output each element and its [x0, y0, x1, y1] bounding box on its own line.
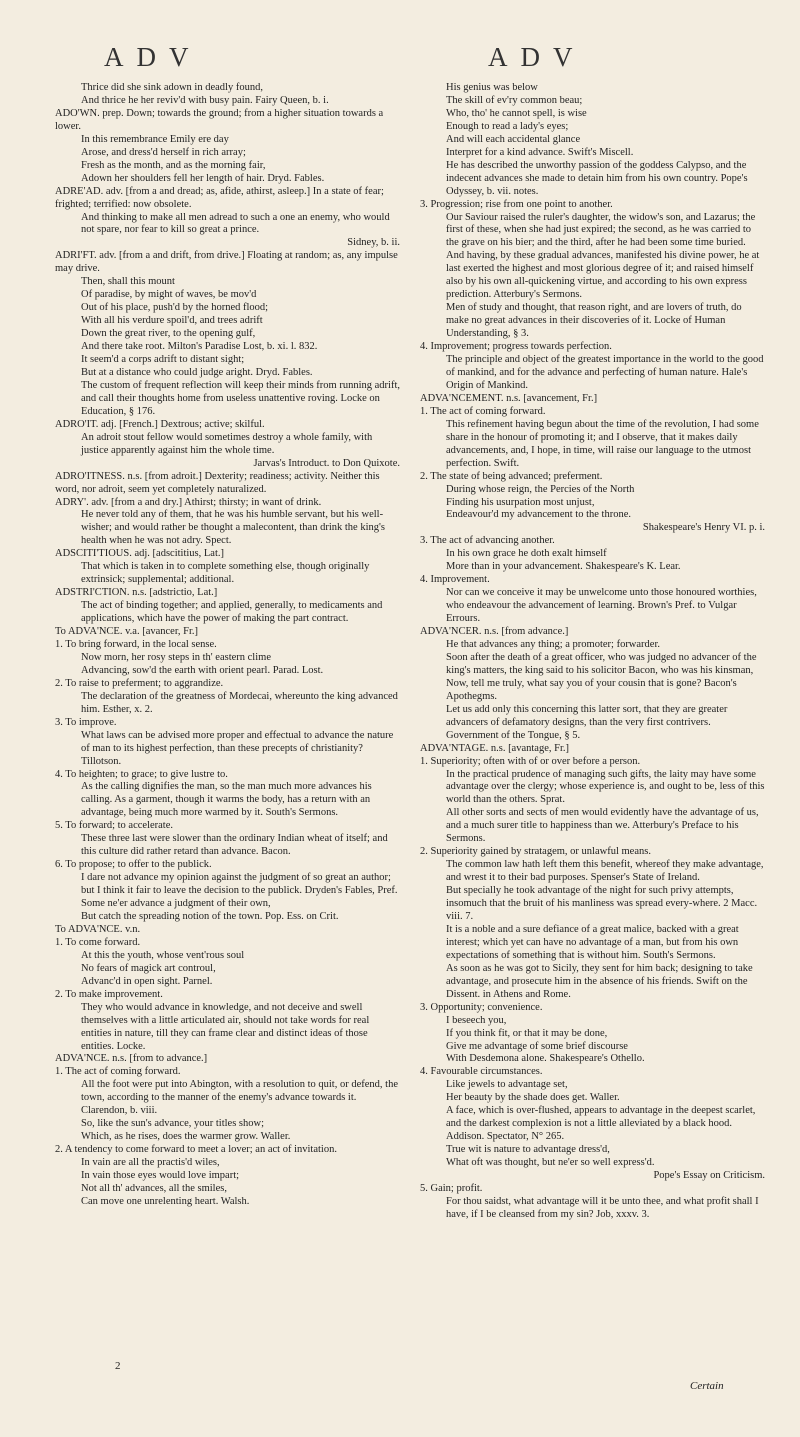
quotation: Then, shall this mount [81, 276, 175, 288]
quotation: I dare not advance my opinion against the judgment of so great an author; but I think it fair to leave the decision to the publick. Dryden's Fables, Pref. [81, 872, 398, 897]
quotation: Thrice did she sink adown in deadly found, [81, 82, 263, 93]
quotation: The common law hath left them this benefit, whereof they make advantage, and wrest it to their bad purposes. Spenser's State of Ireland. [446, 859, 764, 884]
dictionary-entry: 3. Opportunity; convenience. [420, 1001, 543, 1013]
dictionary-entry: 1. The act of coming forward. [55, 1066, 181, 1078]
quotation: And there take root. Milton's Paradise Lost, b. xi. l. 832. [81, 341, 318, 353]
quotation: In the practical prudence of managing such gifts, the laity may have some advantage over the clergy; whose experience is, and ought to be, less of this world than the others. Sprat. [446, 768, 765, 806]
quotation: In his own grace he doth exalt himself [446, 548, 607, 560]
dictionary-entry: 6. To propose; to offer to the publick. [55, 859, 212, 871]
quotation: He has described the unworthy passion of the goddess Calypso, and the indecent advances she made to detain him from his own country. Pope's Odyssey, b. vii. notes. [446, 159, 748, 197]
quotation: A face, which is over-flushed, appears to advantage in the deepest scarlet, and the darkest complexion is not a little alleviated by a black hood. Addison. Spectator, N° 265. [446, 1105, 756, 1143]
dictionary-entry: ADRE'AD. adv. [from a and dread; as, afide, athirst, asleep.] In a state of fear; frighted; terrified: now obsolete. [55, 185, 384, 210]
dictionary-entry: 2. A tendency to come forward to meet a lover; an act of invitation. [55, 1144, 337, 1156]
quotation: The principle and object of the greatest importance in the world to the good of mankind, and for the advance and perfecting of human nature. Hale's Origin of Mankind. [446, 354, 764, 391]
dictionary-entry: 3. The act of advancing another. [420, 535, 555, 547]
quotation: I beseech you, [446, 1014, 507, 1026]
dictionary-entry: 1. Superiority; often with of or over before a person. [420, 755, 641, 767]
quotation: Not all th' advances, all the smiles, [81, 1183, 227, 1195]
quotation: In vain are all the practis'd wiles, [81, 1157, 220, 1169]
dictionary-entry: ADVA'NCE. n.s. [from to advance.] [55, 1053, 208, 1065]
quotation: Soon after the death of a great officer, who was judged no advancer of the king's matters, the king said to his solicitor Bacon, who was his kinsman, Now, tell me truly, what say you of your cousin that is gone? Bacon's Apothegms. [446, 651, 757, 702]
quotation: Adown her shoulders fell her length of hair. Dryd. Fables. [81, 172, 325, 184]
signature-mark: 2 [115, 1360, 121, 1372]
quotation: Endeavour'd my advancement to the throne. [446, 509, 631, 521]
left-column [55, 82, 400, 1209]
quotation: Advanc'd in open sight. Parnel. [81, 975, 213, 987]
quotation: If you think fit, or that it may be done, [446, 1027, 608, 1039]
quotation: The custom of frequent reflection will keep their minds from running adrift, and call their thoughts home from useless unattentive roving. Locke on Education, § 176. [81, 379, 400, 417]
dictionary-entry: 1. The act of coming forward. [420, 405, 546, 417]
quotation: In vain those eyes would love impart; [81, 1170, 240, 1182]
quotation: For thou saidst, what advantage will it be unto thee, and what profit shall I have, if I be cleansed from my sin? Job, xxxv. 3. [446, 1195, 759, 1220]
quotation: All other sorts and sects of men would evidently have the advantage of us, and a much surer title to happiness than we. Atterbury's Preface to his Sermons. [446, 807, 759, 845]
quotation: More than in your advancement. Shakespeare's K. Lear. [446, 561, 681, 573]
quotation: Our Saviour raised the ruler's daughter, the widow's son, and Lazarus; the first of these, when she had just expired; the second, as he was carried to the grave on his bier; and the third, after he had been some time buried. And having, by these gradual advances, manifested his divine power, he at last exerted the highest and most glorious degree of it; and raised himself also by his own all-quickening virtue, and according to his own express prediction. Atterbury's Sermons. [446, 211, 760, 301]
quotation: No fears of magick art controul, [81, 962, 216, 974]
quotation: The declaration of the greatness of Mordecai, whereunto the king advanced him. Esther, x. 2. [81, 690, 398, 715]
dictionary-entry: ADVA'NCER. n.s. [from advance.] [420, 626, 569, 638]
dictionary-entry: 2. The state of being advanced; preferment. [420, 470, 603, 482]
quotation: Give me advantage of some brief discourse [446, 1040, 628, 1052]
quotation: These three last were slower than the ordinary Indian wheat of itself; and this culture did rather retard than advance. Bacon. [81, 833, 388, 858]
dictionary-entry: 1. To come forward. [55, 936, 141, 948]
dictionary-entry: 4. Improvement; progress towards perfection. [420, 341, 612, 353]
quotation: At this the youth, whose vent'rous soul [81, 949, 245, 961]
quotation: With all his verdure spoil'd, and trees adrift [81, 315, 263, 327]
quotation: The skill of ev'ry common beau; [446, 94, 583, 106]
quotation: As soon as he was got to Sicily, they sent for him back; designing to take advantage, and prosecute him in the absence of his friends. Swift on the Dissent. in Athens and Rome. [446, 962, 753, 1000]
dictionary-entry: 4. To heighten; to grace; to give lustre to. [55, 768, 228, 780]
quotation: But specially he took advantage of the night for such privy attempts, insomuch that the bruit of his manliness was spread every-where. 2 Macc. viii. 7. [446, 885, 758, 922]
quotation: Like jewels to advantage set, [446, 1079, 568, 1091]
dictionary-entry: ADRY'. adv. [from a and dry.] Athirst; thirsty; in want of drink. [55, 496, 322, 508]
dictionary-entry: ADSCITI'TIOUS. adj. [adscititius, Lat.] [55, 548, 224, 560]
quotation: Fresh as the month, and as the morning fair, [81, 159, 266, 171]
running-head-right: ADV [488, 42, 586, 72]
dictionary-entry: To ADVA'NCE. v.a. [avancer, Fr.] [55, 626, 199, 638]
quotation: Men of study and thought, that reason right, and are lovers of truth, do make no great advances in their discoveries of it. Locke of Human Understanding, § 3. [446, 302, 742, 340]
quotation: But catch the spreading notion of the town. Pop. Ess. on Crit. [81, 911, 339, 922]
dictionary-entry: 2. To make improvement. [55, 988, 163, 1000]
quotation: With Desdemona alone. Shakespeare's Othello. [446, 1053, 645, 1065]
dictionary-entry: ADSTRI'CTION. n.s. [adstrictio, Lat.] [55, 587, 218, 599]
quotation: What laws can be advised more proper and effectual to advance the nature of man to its highest perfection, than these precepts of christianity? Tillotson. [81, 729, 394, 767]
quotation: Which, as he rises, does the warmer grow. Waller. [81, 1131, 291, 1143]
citation: Sidney, b. ii. [347, 237, 400, 249]
quotation: Now morn, her rosy steps in th' eastern clime [81, 651, 271, 663]
quotation: The act of binding together; and applied, generally, to medicaments and applications, which have the power of making the part contract. [81, 600, 383, 625]
quotation: An adroit stout fellow would sometimes destroy a whole family, with justice apparently against him the whole time. [81, 431, 373, 456]
quotation: Her beauty by the shade does get. Waller. [446, 1092, 620, 1104]
catchword: Certain [690, 1380, 724, 1392]
quotation: So, like the sun's advance, your titles show; [81, 1118, 264, 1130]
dictionary-entry: To ADVA'NCE. v.n. [55, 923, 141, 935]
dictionary-entry: 4. Improvement. [420, 574, 490, 586]
dictionary-entry: ADO'WN. prep. Down; towards the ground; from a higher situation towards a lower. [55, 107, 384, 132]
dictionary-entry: 3. Progression; rise from one point to another. [420, 198, 613, 210]
quotation: Arose, and dress'd herself in rich array; [81, 146, 246, 158]
quotation: Interpret for a kind advance. Swift's Miscell. [446, 146, 634, 158]
quotation: It is a noble and a sure defiance of a great malice, backed with a great interest; which yet can have no advantage of a man, but from his own expectations of something that is without him. South's Sermons. [446, 923, 739, 961]
dictionary-entry: ADRO'IT. adj. [French.] Dextrous; active; skilful. [55, 418, 265, 430]
quotation: He never told any of them, that he was his humble servant, but his well-wisher; and would rather be thought a malecontent, than drink the king's health when he was not adry. Spect. [81, 509, 385, 547]
quotation: That which is taken in to complete something else, though originally extrinsick; supplemental; additional. [81, 561, 370, 586]
quotation: But at a distance who could judge aright. Dryd. Fables. [81, 366, 313, 378]
quotation: Can move one unrelenting heart. Walsh. [81, 1195, 250, 1207]
quotation: His genius was below [446, 82, 538, 93]
quotation: Let us add only this concerning this latter sort, that they are greater advancers of defamatory designs, than the very first contrivers. Government of the Tongue, § 5. [446, 703, 728, 741]
quotation: Who, tho' he cannot spell, is wise [446, 107, 587, 119]
quotation: In this remembrance Emily ere day [81, 133, 229, 145]
dictionary-entry: 5. To forward; to accelerate. [55, 820, 174, 832]
quotation: And will each accidental glance [446, 133, 581, 145]
dictionary-entry: 1. To bring forward, in the local sense. [55, 638, 217, 650]
quotation: During whose reign, the Percies of the North [446, 483, 635, 495]
quotation: Advancing, sow'd the earth with orient pearl. Parad. Lost. [81, 664, 324, 676]
dictionary-entry: ADVA'NCEMENT. n.s. [avancement, Fr.] [420, 392, 598, 404]
quotation: What oft was thought, but ne'er so well express'd. [446, 1157, 655, 1169]
quotation: True wit is nature to advantage dress'd, [446, 1144, 610, 1156]
running-head-left: ADV [104, 42, 202, 72]
dictionary-entry: 3. To improve. [55, 716, 117, 728]
quotation: They who would advance in knowledge, and not deceive and swell themselves with a little articulated air, should not take words for real entities in nature, till they can frame clear and distinct ideas of those entities. Locke. [81, 1001, 370, 1052]
quotation: Out of his place, push'd by the horned flood; [81, 302, 269, 314]
quotation: Finding his usurpation most unjust, [446, 496, 595, 508]
citation: Shakespeare's Henry VI. p. i. [642, 522, 765, 534]
dictionary-entry: 5. Gain; profit. [420, 1183, 483, 1195]
quotation: Down the great river, to the opening gulf, [81, 328, 256, 340]
quotation: This refinement having begun about the time of the revolution, I had some share in the honour of promoting it; and I observe, that it makes daily advancements, and, I hope, in time, will raise our language to the utmost perfection. Swift. [446, 418, 759, 469]
quotation: Nor can we conceive it may be unwelcome unto those honoured worthies, who endeavour the advancement of learning. Brown's Pref. to Vulgar Errours. [446, 587, 757, 625]
dictionary-entry: ADRI'FT. adv. [from a and drift, from drive.] Floating at random; as, any impulse may drive. [55, 250, 398, 275]
quotation: It seem'd a corps adrift to distant sight; [81, 354, 245, 366]
citation: Pope's Essay on Criticism. [653, 1170, 765, 1182]
quotation: And thrice he her reviv'd with busy pain. Fairy Queen, b. i. [81, 94, 329, 106]
dictionary-entry: ADRO'ITNESS. n.s. [from adroit.] Dexterity; readiness; activity. Neither this word, nor adroit, seem yet completely naturalized. [55, 470, 380, 495]
dictionary-entry: 4. Favourable circumstances. [420, 1066, 543, 1078]
quotation: Of paradise, by might of waves, be mov'd [81, 289, 257, 301]
quotation: All the foot were put into Abington, with a resolution to quit, or defend, the town, according to the manner of the enemy's advance towards it. Clarendon, b. viii. [81, 1079, 398, 1117]
citation: Jarvas's Introduct. to Don Quixote. [253, 457, 400, 469]
dictionary-entry: 2. To raise to preferment; to aggrandize. [55, 677, 224, 689]
quotation: And thinking to make all men adread to such a one an enemy, who would not spare, nor fear to kill so great a prince. [81, 211, 390, 236]
quotation: He that advances any thing; a promoter; forwarder. [446, 638, 661, 650]
right-column [420, 82, 765, 1222]
quotation: Some ne'er advance a judgment of their own, [81, 898, 271, 910]
quotation: As the calling dignifies the man, so the man much more advances his calling. As a garment, though it warms the body, has a return with an advantage, being much more warmed by it. South's Sermons. [81, 781, 372, 819]
dictionary-entry: ADVA'NTAGE. n.s. [avantage, Fr.] [420, 742, 569, 754]
quotation: Enough to read a lady's eyes; [446, 120, 569, 132]
dictionary-entry: 2. Superiority gained by stratagem, or unlawful means. [420, 846, 651, 858]
